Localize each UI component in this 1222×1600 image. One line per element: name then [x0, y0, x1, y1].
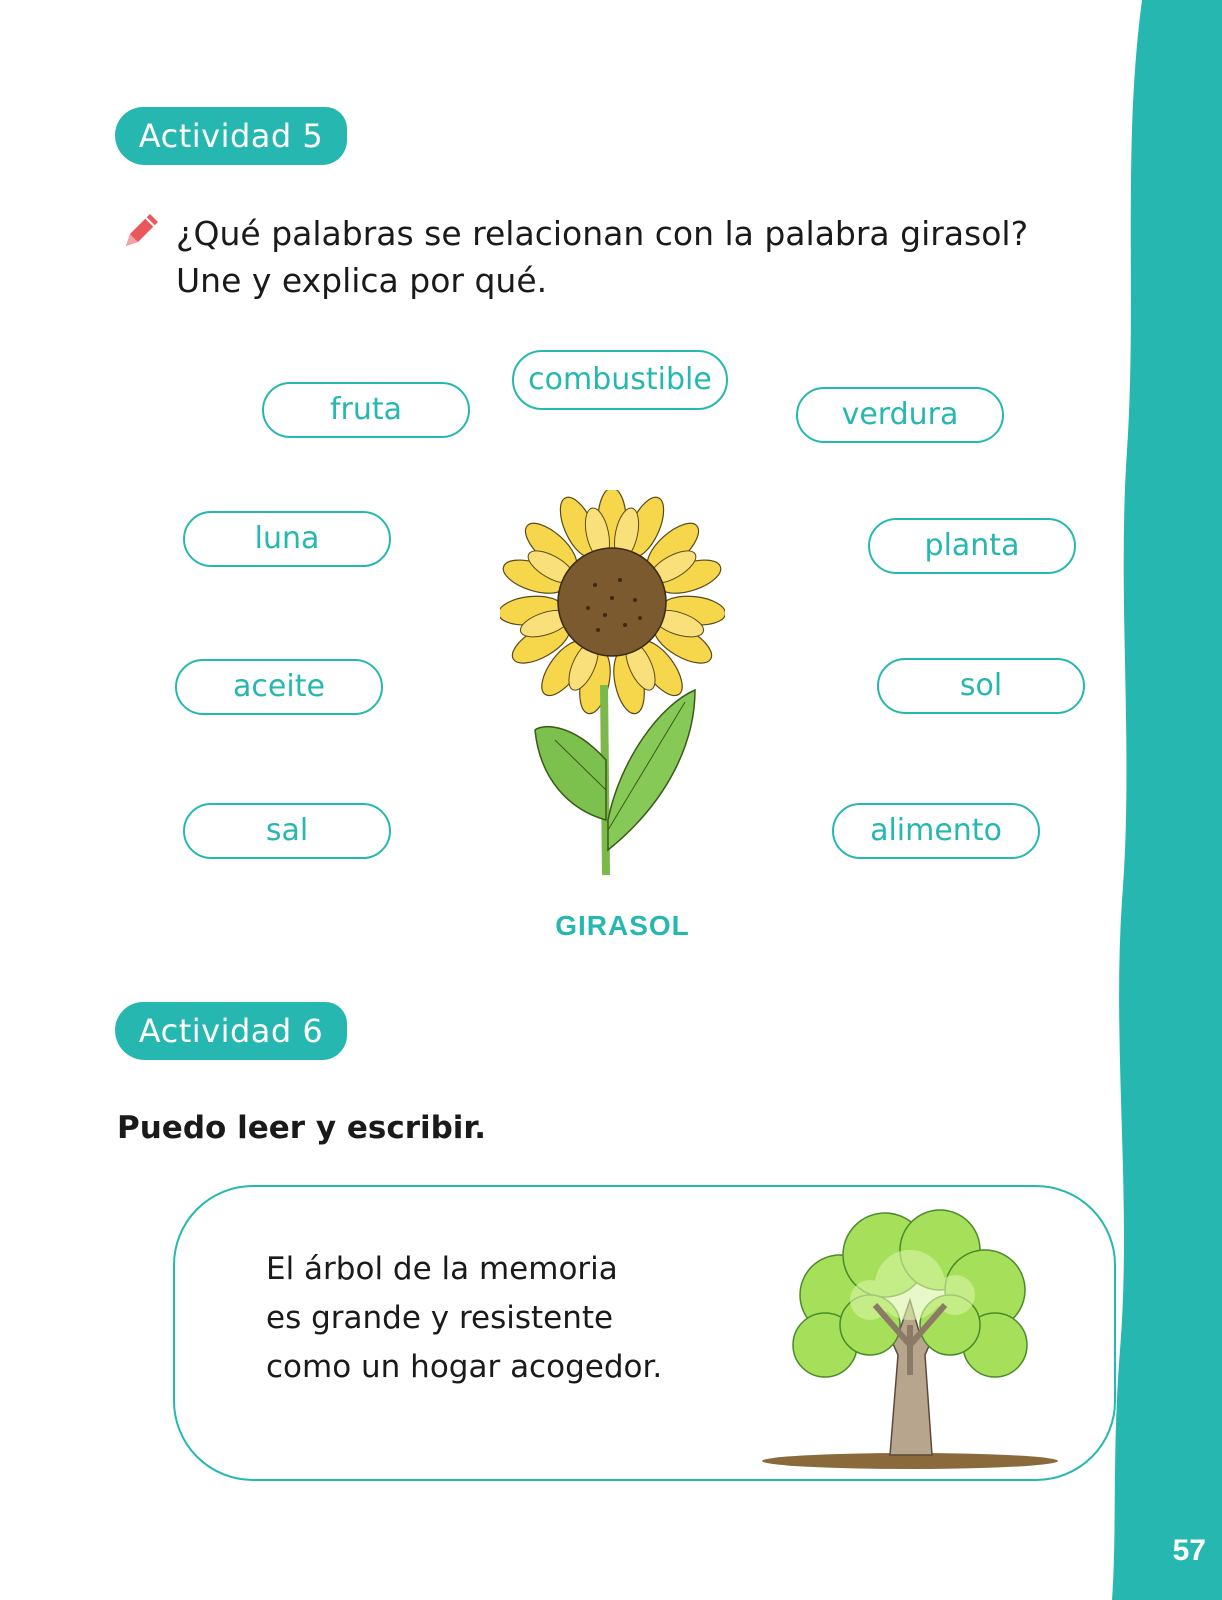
poem-line-1: El árbol de la memoria	[266, 1251, 618, 1287]
poem	[266, 1245, 662, 1392]
word-alimento[interactable]: alimento	[832, 803, 1040, 859]
word-combustible[interactable]: combustible	[512, 350, 728, 410]
word-sol[interactable]: sol	[877, 658, 1085, 714]
word-sal[interactable]: sal	[183, 803, 391, 859]
activity-6-subtitle: Puedo leer y escribir.	[117, 1110, 487, 1146]
tree-illustration	[760, 1205, 1060, 1475]
side-band	[1112, 0, 1222, 1600]
activity-5-instruction	[176, 210, 1028, 304]
poem-line-3: como un hogar acogedor.	[266, 1349, 663, 1385]
word-planta[interactable]: planta	[868, 518, 1076, 574]
girasol-label: GIRASOL	[555, 910, 690, 941]
word-luna[interactable]: luna	[183, 511, 391, 567]
instruction-line-2: Une y explica por qué.	[176, 261, 548, 300]
sunflower-illustration	[500, 490, 725, 900]
word-fruta[interactable]: fruta	[262, 382, 470, 438]
activity-5-badge: Actividad 5	[115, 107, 347, 165]
poem-line-2: es grande y resistente	[266, 1300, 614, 1336]
activity-6-badge: Actividad 6	[115, 1002, 347, 1060]
word-verdura[interactable]: verdura	[796, 387, 1004, 443]
word-aceite[interactable]: aceite	[175, 659, 383, 715]
instruction-line-1: ¿Qué palabras se relacionan con la palabra girasol?	[176, 214, 1029, 253]
page-number: 57	[1172, 1534, 1206, 1567]
pencil-icon	[118, 208, 164, 254]
